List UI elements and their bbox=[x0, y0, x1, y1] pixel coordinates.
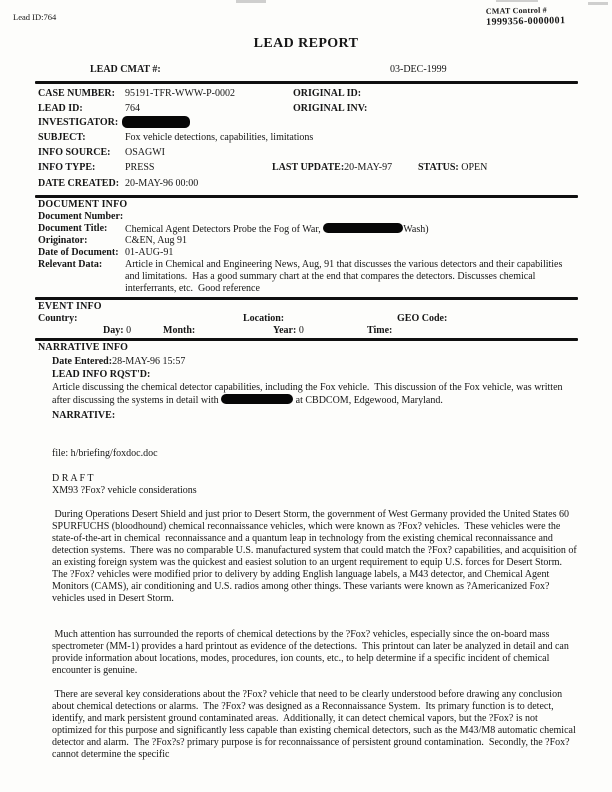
day-field bbox=[103, 325, 131, 336]
original-inv-label: ORIGINAL INV: bbox=[293, 103, 368, 114]
geo-code-label: GEO Code: bbox=[397, 313, 448, 324]
lead-cmat-label: LEAD CMAT #: bbox=[90, 64, 161, 75]
narrative-subtitle: XM93 ?Fox? vehicle considerations bbox=[52, 485, 197, 496]
info-source-label: INFO SOURCE: bbox=[38, 147, 111, 158]
investigator-label: INVESTIGATOR: bbox=[38, 117, 119, 128]
report-date: 03-DEC-1999 bbox=[390, 64, 447, 75]
narrative-label-row bbox=[38, 410, 578, 423]
last-update-label: LAST UPDATE: bbox=[272, 162, 345, 173]
date-entered-field bbox=[52, 356, 185, 367]
time-label: Time: bbox=[367, 325, 393, 336]
draft-heading: D R A F T bbox=[52, 473, 94, 484]
originator-value: C&EN, Aug 91 bbox=[125, 235, 187, 246]
info-source-value: OSAGWI bbox=[125, 147, 165, 158]
lead-cmat-row bbox=[38, 64, 578, 77]
event-date-row bbox=[38, 325, 578, 338]
lead-info-rqstd-row bbox=[38, 369, 578, 382]
lead-id-stamp: Lead ID:764 bbox=[13, 12, 57, 22]
info-type-value: PRESS bbox=[125, 162, 155, 173]
section-divider bbox=[35, 297, 578, 300]
section-divider bbox=[35, 338, 578, 341]
date-entered-row bbox=[38, 356, 578, 369]
info-type-row bbox=[38, 162, 578, 175]
file-reference-line: file: h/briefing/foxdoc.doc bbox=[52, 448, 158, 459]
lead-id-label: LEAD ID: bbox=[38, 103, 83, 114]
section-divider bbox=[35, 195, 578, 198]
day-value: 0 bbox=[123, 325, 132, 336]
subject-value: Fox vehicle detections, capabilities, limitations bbox=[125, 132, 314, 143]
date-created-row bbox=[38, 178, 578, 191]
narrative-paragraph-2: Much attention has surrounded the reports of chemical detections by the ?Fox? vehicles, especially since the on-board mass spectrometer (MM-1) provides a hard printout as evidence of the detections. This printout can later be analyzed in detail and can provide information about locations, modes, procedures, ion counts, etc., to help determine if a specific incident of chemical encounter is genuine. bbox=[52, 629, 572, 676]
relevant-data-value: Article in Chemical and Engineering News, Aug, 91 that discusses the various detectors and their capabilities and limitations. Has a good summary chart at the end that compares the detectors. Discusses chemical interferrants, etc. Good reference bbox=[125, 259, 565, 294]
day-label: Day: bbox=[103, 325, 124, 336]
year-field bbox=[273, 325, 304, 336]
section-divider bbox=[35, 81, 578, 84]
case-number-label: CASE NUMBER: bbox=[38, 88, 115, 99]
document-title-redaction-bar bbox=[323, 223, 403, 233]
year-value: 0 bbox=[296, 325, 304, 336]
document-title-value: Chemical Agent Detectors Probe the Fog of War, Wash) bbox=[125, 224, 429, 235]
document-number-label: Document Number: bbox=[38, 211, 124, 222]
document-title-label: Document Title: bbox=[38, 223, 108, 234]
investigator-row bbox=[38, 117, 578, 130]
country-label: Country: bbox=[38, 313, 78, 324]
date-created-value: 20-MAY-96 00:00 bbox=[125, 178, 199, 189]
narrative-paragraph-1: During Operations Desert Shield and just prior to Desert Storm, the government of West Germany provided the United States 60 SPURFUCHS (bloodhound) chemical reconnaissance vehicles, which were known as ?Fox? vehicles. These vehicles were the state-of-the-art in chemical reconnaissance and a quantum leap in technology from the existing chemical reconnaissance and detection systems. There was no comparable U.S. manufactured system that could match the ?Fox? capabilities, and acquisition of an existing foreign system was the quickest and easiest solution to an urgent requirement to equip U.S. forces for Desert Storm. The ?Fox? vehicles were modified prior to delivery by adding English language labels, a M43 detector, and Chemical Agent Monitors (CAMS), air conditioning and U.S. radios among other things. These variants were known as ?Americanized Fox? vehicles used in Desert Storm. bbox=[52, 509, 580, 604]
report-title: LEAD REPORT bbox=[253, 36, 359, 51]
scan-artifact bbox=[496, 0, 538, 2]
status-field bbox=[418, 162, 487, 173]
subject-row bbox=[38, 132, 578, 145]
lead-info-rqstd-label: LEAD INFO RQST'D: bbox=[52, 369, 151, 380]
last-update-value: 20-MAY-97 bbox=[344, 162, 393, 173]
narrative-info-title: NARRATIVE INFO bbox=[38, 342, 129, 353]
cmat-control-number: 1999356-0000001 bbox=[485, 15, 566, 28]
relevant-data-label: Relevant Data: bbox=[38, 259, 103, 270]
lead-id-value: 764 bbox=[125, 103, 140, 114]
location-label: Location: bbox=[243, 313, 285, 324]
date-of-document-label: Date of Document: bbox=[38, 247, 119, 258]
narrative-label: NARRATIVE: bbox=[52, 410, 116, 421]
scan-artifact bbox=[236, 0, 266, 3]
case-number-value: 95191-TFR-WWW-P-0002 bbox=[125, 88, 235, 99]
lead-id-row bbox=[38, 103, 578, 116]
relevant-data-row bbox=[38, 259, 578, 297]
date-of-document-value: 01-AUG-91 bbox=[125, 247, 174, 258]
month-label: Month: bbox=[163, 325, 196, 336]
cmat-control-stamp bbox=[486, 5, 566, 28]
status-value: OPEN bbox=[458, 162, 488, 173]
status-label: STATUS: bbox=[418, 162, 459, 173]
last-update-field bbox=[272, 162, 392, 173]
year-label: Year: bbox=[273, 325, 297, 336]
original-id-label: ORIGINAL ID: bbox=[293, 88, 362, 99]
info-source-row bbox=[38, 147, 578, 160]
info-type-label: INFO TYPE: bbox=[38, 162, 96, 173]
document-info-title: DOCUMENT INFO bbox=[38, 199, 128, 210]
scan-artifact bbox=[588, 2, 608, 5]
originator-label: Originator: bbox=[38, 235, 88, 246]
date-created-label: DATE CREATED: bbox=[38, 178, 120, 189]
narrative-paragraph-3: There are several key considerations about the ?Fox? vehicle that need to be clearly understood before drawing any conclusion about chemical detections or alarms. The ?Fox? was designed as a Reconnaissance System. Its primary function is to detect, identify, and mark persistent ground contaminated areas. Additionally, it can detect chemical vapors, but the ?Fox? is not optimized for this purpose and significantly less capable than existing chemical detectors, such as the M43/M8 automatic chemical detector and alarm. The ?Fox?s? primary purpose is for reconnaissance of persistent ground contamination. Secondly, the ?Fox? cannot determine the specific bbox=[52, 689, 579, 760]
date-entered-label: Date Entered: bbox=[52, 356, 113, 367]
narrative-redaction-bar bbox=[221, 394, 293, 404]
date-entered-value: 28-MAY-96 15:57 bbox=[112, 356, 186, 367]
subject-label: SUBJECT: bbox=[38, 132, 86, 143]
event-info-title: EVENT INFO bbox=[38, 301, 102, 312]
investigator-redaction-bar bbox=[122, 116, 190, 128]
case-number-row bbox=[38, 88, 578, 101]
lead-info-text: Article discussing the chemical detector capabilities, including the Fox vehicle. This discussion of the Fox vehicle, was written after discussing the systems in detail with at CBDCOM, Edgewood, Maryland. bbox=[52, 382, 566, 406]
cmat-control-label: CMAT Control # bbox=[485, 5, 547, 16]
